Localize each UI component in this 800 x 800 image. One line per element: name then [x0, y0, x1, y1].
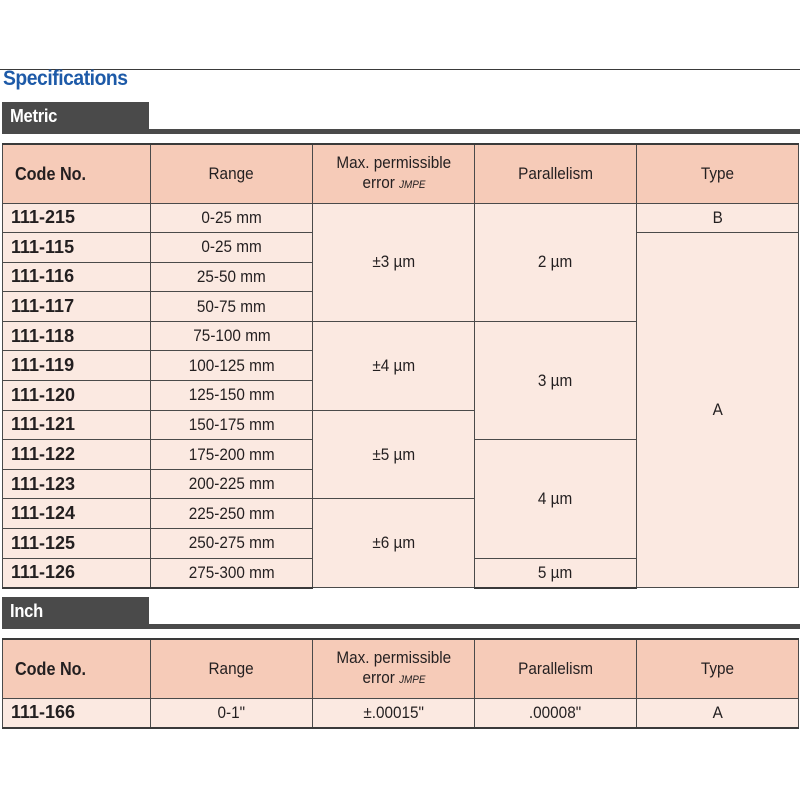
range-cell: 150-175 mm — [151, 410, 313, 440]
table-row — [3, 698, 799, 728]
parallelism-cell: 2 µm — [475, 203, 637, 321]
mpe-symbol: JMPE — [398, 178, 425, 191]
code-cell: 111-116 — [3, 262, 151, 292]
range-cell: 0-1" — [151, 698, 313, 728]
metric-section-bar — [0, 102, 800, 134]
error-cell: ±.00015" — [313, 698, 475, 728]
error-cell: ±6 µm — [313, 499, 475, 588]
range-header: Range — [151, 639, 313, 698]
table-row — [3, 203, 799, 233]
parallelism-header: Parallelism — [475, 144, 637, 203]
metric-header-row — [3, 144, 799, 203]
error-cell: ±5 µm — [313, 410, 475, 499]
parallelism-cell: 3 µm — [475, 321, 637, 439]
type-cell: A — [637, 233, 799, 588]
range-cell: 175-200 mm — [151, 440, 313, 470]
type-cell: B — [637, 203, 799, 233]
range-cell: 275-300 mm — [151, 558, 313, 588]
code-cell: 111-120 — [3, 381, 151, 411]
error-header: Max. permissible error JMPE — [313, 639, 475, 698]
range-cell: 0-25 mm — [151, 233, 313, 263]
code-cell: 111-121 — [3, 410, 151, 440]
range-cell: 25-50 mm — [151, 262, 313, 292]
type-header: Type — [637, 144, 799, 203]
code-cell: 111-125 — [3, 529, 151, 559]
code-no-header: Code No. — [3, 144, 151, 203]
metric-label-box — [2, 102, 149, 134]
range-cell: 75-100 mm — [151, 321, 313, 351]
metric-section-rule — [149, 129, 800, 134]
code-cell: 111-126 — [3, 558, 151, 588]
parallelism-cell: .00008" — [475, 698, 637, 728]
inch-section-label: Inch — [10, 601, 43, 621]
parallelism-header: Parallelism — [475, 639, 637, 698]
range-cell: 100-125 mm — [151, 351, 313, 381]
metric-spec-table — [2, 143, 799, 589]
code-cell: 111-124 — [3, 499, 151, 529]
range-cell: 250-275 mm — [151, 529, 313, 559]
parallelism-cell: 4 µm — [475, 440, 637, 558]
inch-header-row — [3, 639, 799, 698]
error-cell: ±3 µm — [313, 203, 475, 321]
code-cell: 111-118 — [3, 321, 151, 351]
inch-label-box — [2, 597, 149, 629]
code-cell: 111-123 — [3, 469, 151, 499]
code-cell: 111-215 — [3, 203, 151, 233]
code-no-header: Code No. — [3, 639, 151, 698]
parallelism-cell: 5 µm — [475, 558, 637, 588]
range-cell: 200-225 mm — [151, 469, 313, 499]
range-cell: 0-25 mm — [151, 203, 313, 233]
code-cell: 111-119 — [3, 351, 151, 381]
range-cell: 125-150 mm — [151, 381, 313, 411]
type-header: Type — [637, 639, 799, 698]
inch-spec-table — [2, 638, 799, 729]
code-cell: 111-115 — [3, 233, 151, 263]
mpe-symbol: JMPE — [398, 673, 425, 686]
code-cell: 111-166 — [3, 698, 151, 728]
range-cell: 50-75 mm — [151, 292, 313, 322]
inch-section-bar — [0, 597, 800, 629]
range-cell: 225-250 mm — [151, 499, 313, 529]
range-header: Range — [151, 144, 313, 203]
type-cell: A — [637, 698, 799, 728]
error-header: Max. permissible error JMPE — [313, 144, 475, 203]
error-cell: ±4 µm — [313, 321, 475, 410]
inch-section-rule — [149, 624, 800, 629]
page-title: Specifications — [3, 67, 128, 90]
code-cell: 111-122 — [3, 440, 151, 470]
code-cell: 111-117 — [3, 292, 151, 322]
metric-section-label: Metric — [10, 106, 58, 126]
